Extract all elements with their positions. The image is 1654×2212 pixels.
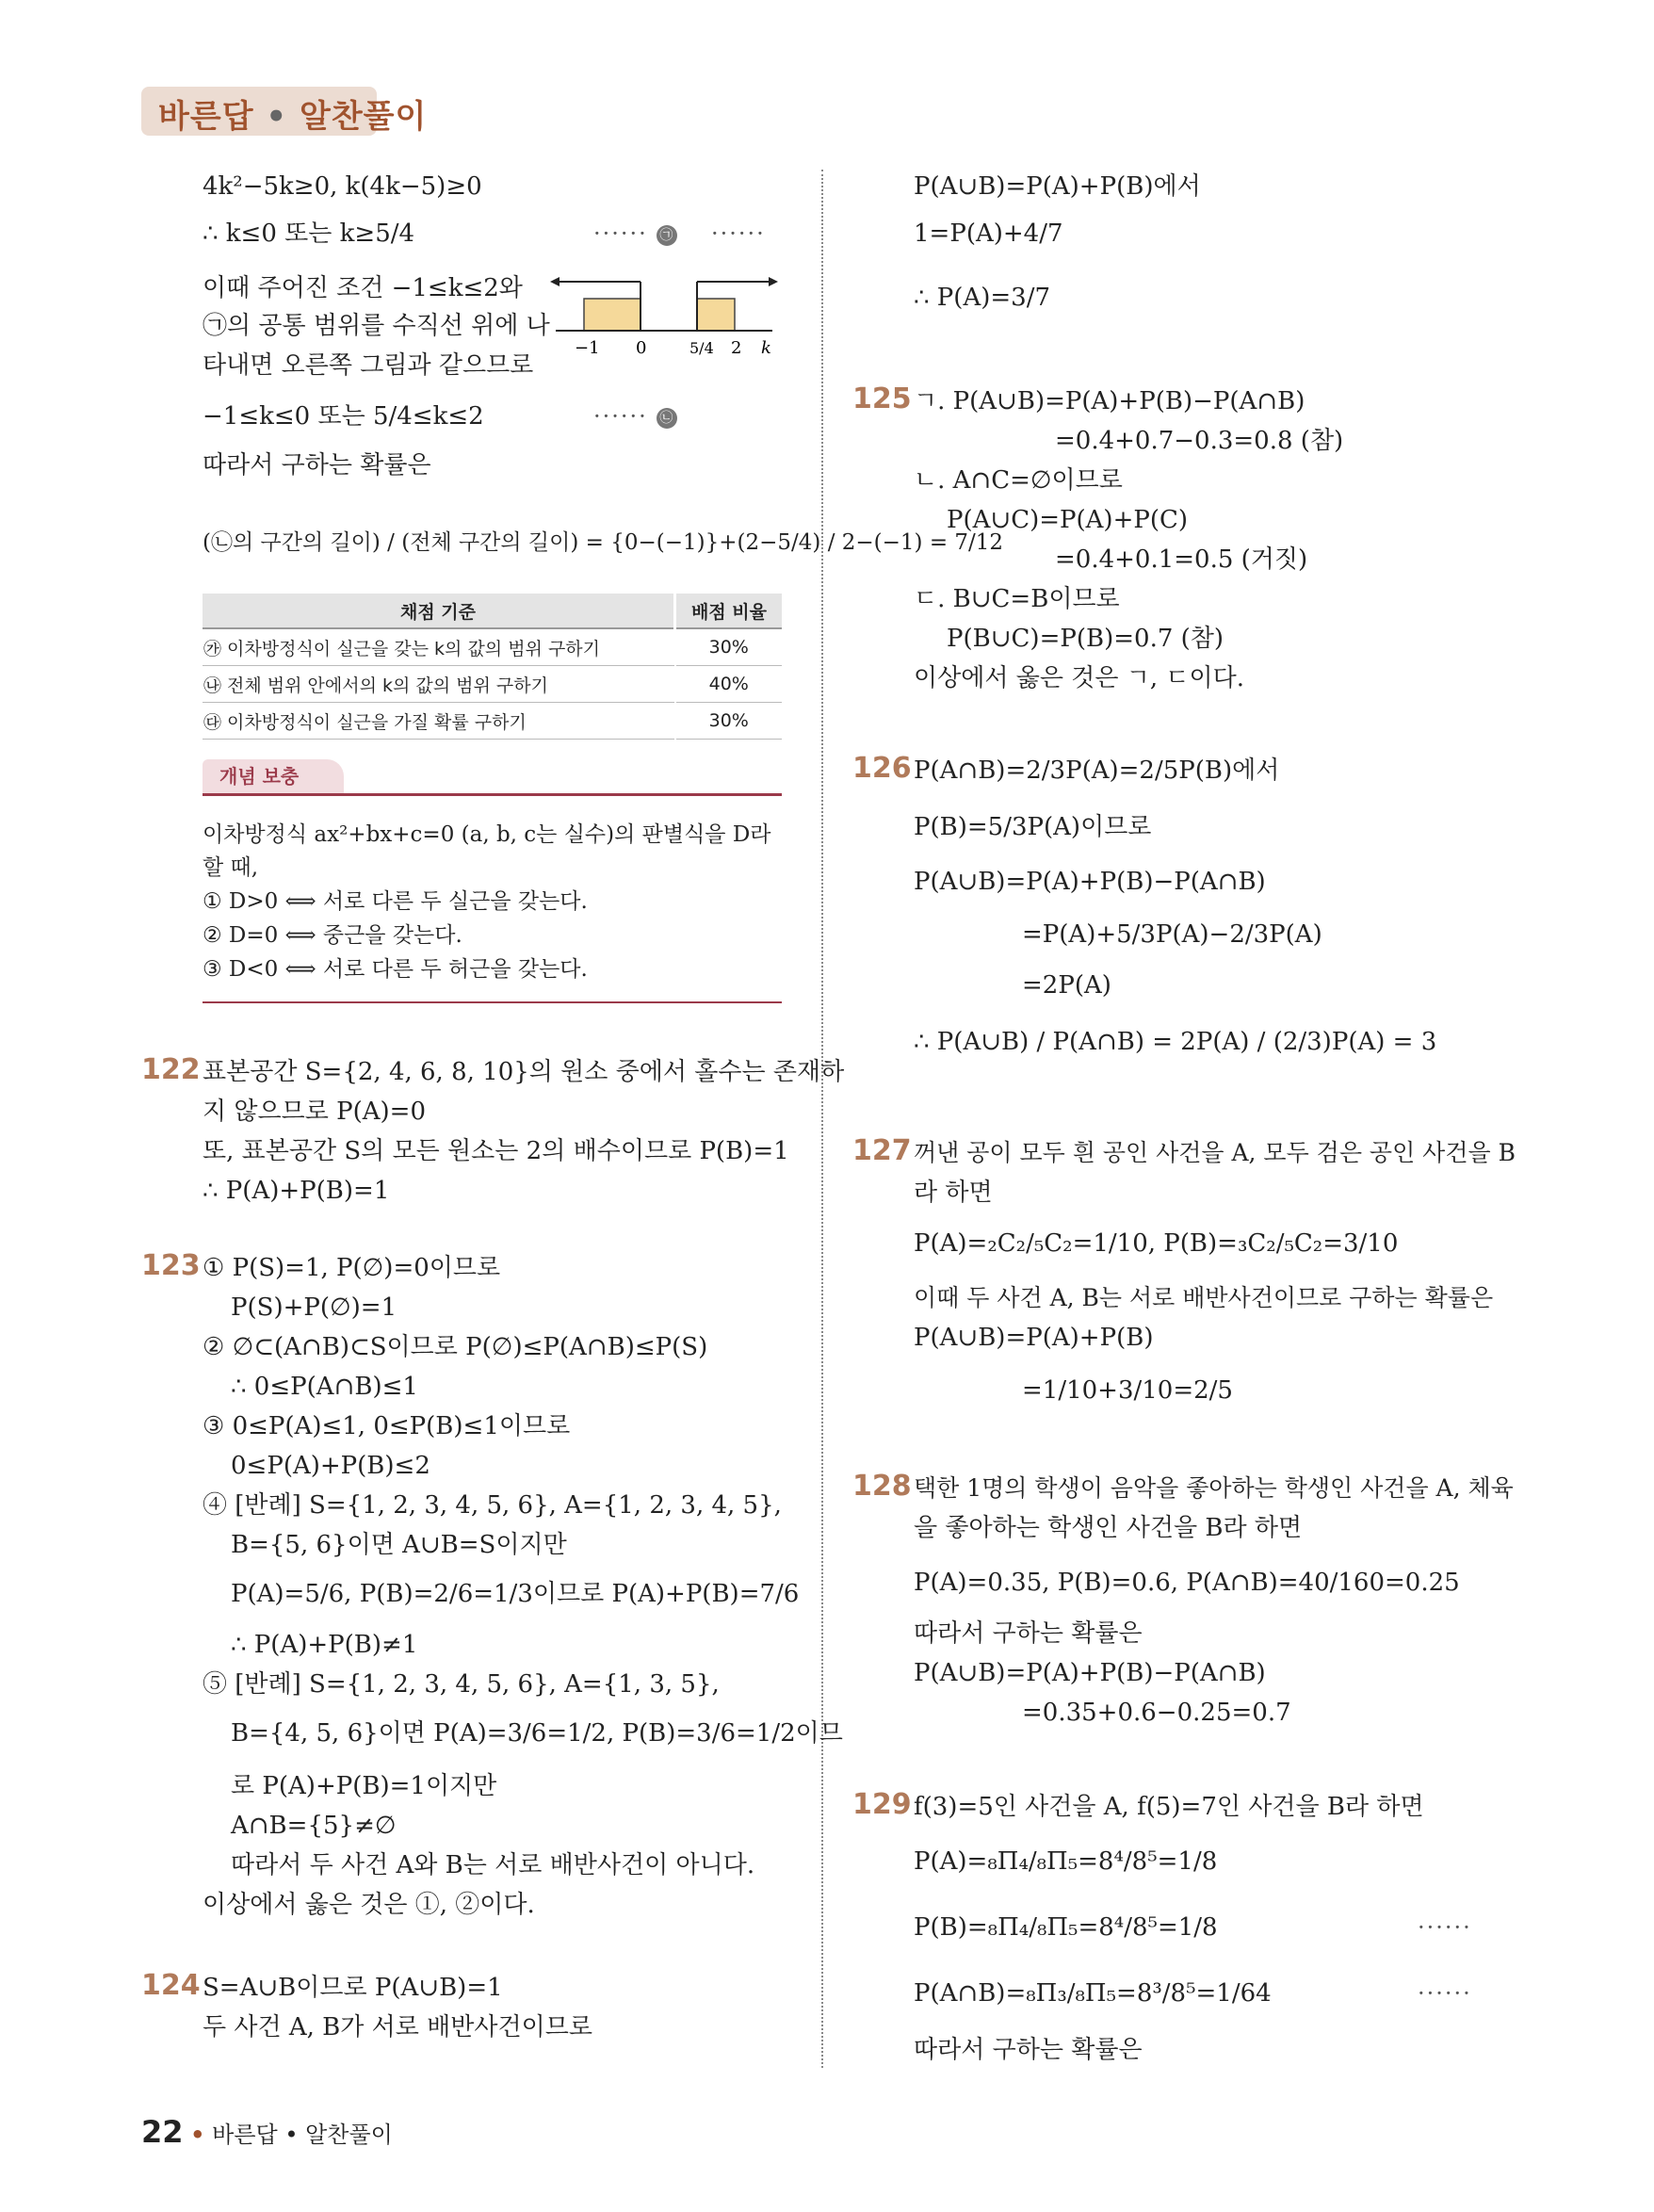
- p125-line-2: =0.4+0.7−0.3=0.8 (참): [1055, 427, 1344, 455]
- p129-line-2: P(A)=₈Π₄/₈Π₅=8⁴/8⁵=1/8: [914, 1847, 1218, 1876]
- p124-line-2: 두 사건 A, B가 서로 배반사건이므로: [203, 2013, 592, 2041]
- header-title-b: 알찬풀이: [299, 98, 428, 136]
- p128-line-6: =0.35+0.6−0.25=0.7: [1022, 1699, 1291, 1727]
- dots-marker: ······ ㉠: [593, 220, 677, 247]
- p123-line-6: 0≤P(A)+P(B)≤2: [231, 1452, 430, 1480]
- p123-line-3: ② ∅⊂(A∩B)⊂S이므로 P(∅)≤P(A∩B)≤P(S): [203, 1333, 708, 1361]
- p125-line-8: 이상에서 옳은 것은 ㄱ, ㄷ이다.: [914, 664, 1244, 692]
- p123-line-2: P(S)+P(∅)=1: [231, 1293, 397, 1322]
- p127-line-1: 꺼낸 공이 모두 흰 공인 사건을 A, 모두 검은 공인 사건을 B: [914, 1139, 1516, 1166]
- p123-line-10: ∴ P(A)+P(B)≠1: [231, 1631, 418, 1659]
- p123-line-16: 이상에서 옳은 것은 ①, ②이다.: [203, 1891, 535, 1919]
- p125-line-3: ㄴ. A∩C=∅이므로: [914, 466, 1123, 495]
- p128-line-1: 택한 1명의 학생이 음악을 좋아하는 학생인 사건을 A, 체육: [914, 1474, 1514, 1502]
- page-footer: [141, 2114, 393, 2150]
- score-criterion: ㉮ 이차방정식이 실근을 갖는 k의 값의 범위 구하기: [203, 628, 675, 666]
- p125-line-6: ㄷ. B∪C=B이므로: [914, 585, 1120, 613]
- concept-line-5: ③ D<0 ⟺ 서로 다른 두 허근을 갖는다.: [203, 957, 588, 982]
- p125-line-4: P(A∪C)=P(A)+P(C): [947, 506, 1189, 534]
- p123-line-8: B={5, 6}이면 A∪B=S이지만: [231, 1531, 567, 1559]
- left-line-2: ∴ k≤0 또는 k≥5/4: [203, 220, 415, 248]
- p129-line-5: 따라서 구하는 확률은: [914, 2036, 1143, 2064]
- dots-marker-2: ······ ㉡: [593, 403, 677, 430]
- table-row: [203, 666, 782, 703]
- nl-label-54: 5/4: [689, 339, 714, 357]
- p128-line-5: P(A∪B)=P(A)+P(B)−P(A∩B): [914, 1659, 1266, 1687]
- dots-score-marker: ······: [711, 220, 766, 247]
- right-top-line-1: P(A∪B)=P(A)+P(B)에서: [914, 172, 1201, 201]
- concept-line-1: 이차방정식 ax²+bx+c=0 (a, b, c는 실수)의 판별식을 D라: [203, 822, 771, 847]
- p122-line-2: 지 않으므로 P(A)=0: [203, 1098, 426, 1126]
- score-criterion: ㉰ 이차방정식이 실근을 가질 확률 구하기: [203, 703, 675, 740]
- p128-line-2: 을 좋아하는 학생인 사건을 B라 하면: [914, 1514, 1303, 1542]
- p125-line-5: =0.4+0.1=0.5 (거짓): [1055, 545, 1308, 574]
- left-line-6: −1≤k≤0 또는 5/4≤k≤2: [203, 402, 484, 431]
- score-ratio: 30%: [675, 703, 783, 740]
- concept-top-rule: [203, 793, 782, 796]
- score-table: [203, 594, 782, 740]
- p126-line-6: ∴ P(A∪B) / P(A∩B) = 2P(A) / (2/3)P(A) = 3: [914, 1028, 1437, 1056]
- problem-number-124: 124: [141, 1969, 201, 2002]
- left-line-8: (㉡의 구간의 길이) / (전체 구간의 길이) = {0−(−1)}+(2−5/4) / 2−(−1) = 7/12: [203, 530, 1004, 555]
- problem-number-126: 126: [852, 752, 912, 785]
- right-top-line-3: ∴ P(A)=3/7: [914, 284, 1050, 312]
- p126-line-4: =P(A)+5/3P(A)−2/3P(A): [1022, 920, 1322, 949]
- p126-line-1: P(A∩B)=2/3P(A)=2/5P(B)에서: [914, 756, 1280, 785]
- p126-line-5: =2P(A): [1022, 971, 1111, 1000]
- table-row: [203, 703, 782, 740]
- problem-number-122: 122: [141, 1053, 201, 1086]
- left-line-7: 따라서 구하는 확률은: [203, 451, 431, 480]
- p123-line-11: ⑤ [반례] S={1, 2, 3, 4, 5, 6}, A={1, 3, 5},: [203, 1670, 720, 1699]
- right-top-line-2: 1=P(A)+4/7: [914, 220, 1063, 248]
- score-ratio: 30%: [675, 628, 783, 666]
- p129-line-4: P(A∩B)=₈Π₃/₈Π₅=8³/8⁵=1/64: [914, 1979, 1272, 2008]
- range-box-left: [584, 299, 641, 331]
- footer-dot: •: [190, 2122, 205, 2148]
- p123-line-12: B={4, 5, 6}이면 P(A)=3/6=1/2, P(B)=3/6=1/2이므: [231, 1719, 843, 1748]
- p122-line-1: 표본공간 S={2, 4, 6, 8, 10}의 원소 중에서 홀수는 존재하: [203, 1058, 845, 1086]
- marker-circle-2: ㉡: [657, 408, 677, 429]
- p123-line-1: ① P(S)=1, P(∅)=0이므로: [203, 1254, 501, 1282]
- score-criterion: ㉯ 전체 범위 안에서의 k의 값의 범위 구하기: [203, 666, 675, 703]
- left-line-5: 타내면 오른쪽 그림과 같으므로: [203, 351, 534, 380]
- p125-line-1: ㄱ. P(A∪B)=P(A)+P(B)−P(A∩B): [914, 387, 1305, 415]
- range-box-right: [697, 299, 735, 331]
- p122-line-4: ∴ P(A)+P(B)=1: [203, 1177, 390, 1205]
- p123-line-14: A∩B={5}≠∅: [231, 1812, 397, 1840]
- dots-score-marker-2: ······: [1418, 1914, 1472, 1941]
- p123-line-4: ∴ 0≤P(A∩B)≤1: [231, 1373, 418, 1401]
- p124-line-1: S=A∪B이므로 P(A∪B)=1: [203, 1974, 503, 2002]
- left-line-1: 4k²−5k≥0, k(4k−5)≥0: [203, 172, 482, 201]
- dots-score-marker-3: ······: [1418, 1980, 1472, 2007]
- score-header-ratio: 배점 비율: [675, 594, 783, 628]
- p127-line-6: =1/10+3/10=2/5: [1022, 1376, 1233, 1405]
- marker-circle-1: ㉠: [657, 225, 677, 246]
- table-row: [203, 628, 782, 666]
- p127-line-5: P(A∪B)=P(A)+P(B): [914, 1324, 1154, 1352]
- nl-label-2: 2: [731, 338, 742, 358]
- p127-line-3: P(A)=₂C₂/₅C₂=1/10, P(B)=₃C₂/₅C₂=3/10: [914, 1229, 1399, 1258]
- p122-line-3: 또, 표본공간 S의 모든 원소는 2의 배수이므로 P(B)=1: [203, 1137, 789, 1165]
- concept-line-3: ① D>0 ⟺ 서로 다른 두 실근을 갖는다.: [203, 889, 588, 914]
- nl-label-0: 0: [636, 338, 647, 358]
- p123-line-5: ③ 0≤P(A)≤1, 0≤P(B)≤1이므로: [203, 1412, 571, 1440]
- p123-line-9: P(A)=5/6, P(B)=2/6=1/3이므로 P(A)+P(B)=7/6: [231, 1580, 800, 1608]
- p125-line-7: P(B∪C)=P(B)=0.7 (참): [947, 625, 1224, 653]
- header-title: [158, 90, 427, 137]
- column-divider: [821, 170, 823, 2068]
- left-line-4: ㉠의 공통 범위를 수직선 위에 나: [203, 312, 550, 340]
- nl-label-k: k: [761, 338, 771, 358]
- left-line-3: 이때 주어진 조건 −1≤k≤2와: [203, 274, 523, 302]
- problem-number-129: 129: [852, 1788, 912, 1821]
- p127-line-2: 라 하면: [914, 1179, 993, 1207]
- p129-line-3: P(B)=₈Π₄/₈Π₅=8⁴/8⁵=1/8: [914, 1913, 1218, 1942]
- number-line-figure: [546, 268, 782, 372]
- concept-line-2: 할 때,: [203, 855, 259, 880]
- header-title-dot: •: [266, 98, 288, 136]
- concept-bottom-rule: [203, 1001, 782, 1003]
- score-header-criterion: 채점 기준: [203, 594, 675, 628]
- p126-line-2: P(B)=5/3P(A)이므로: [914, 813, 1152, 841]
- concept-line-4: ② D=0 ⟺ 중근을 갖는다.: [203, 923, 462, 948]
- nl-label-m1: −1: [575, 338, 600, 358]
- concept-tab: 개념 보충: [203, 759, 344, 793]
- footer-text: 바른답 • 알찬풀이: [212, 2122, 393, 2148]
- header-title-a: 바른답: [158, 98, 254, 136]
- p123-line-7: ④ [반례] S={1, 2, 3, 4, 5, 6}, A={1, 2, 3, 4, 5},: [203, 1491, 782, 1520]
- page-number: 22: [141, 2114, 184, 2150]
- p129-line-1: f(3)=5인 사건을 A, f(5)=7인 사건을 B라 하면: [914, 1793, 1424, 1821]
- problem-number-128: 128: [852, 1470, 912, 1503]
- problem-number-125: 125: [852, 382, 912, 415]
- problem-number-127: 127: [852, 1134, 912, 1167]
- problem-number-123: 123: [141, 1249, 201, 1282]
- p123-line-13: 로 P(A)+P(B)=1이지만: [231, 1772, 497, 1800]
- p123-line-15: 따라서 두 사건 A와 B는 서로 배반사건이 아니다.: [231, 1851, 755, 1879]
- p128-line-4: 따라서 구하는 확률은: [914, 1619, 1143, 1648]
- p128-line-3: P(A)=0.35, P(B)=0.6, P(A∩B)=40/160=0.25: [914, 1569, 1460, 1597]
- score-ratio: 40%: [675, 666, 783, 703]
- p126-line-3: P(A∪B)=P(A)+P(B)−P(A∩B): [914, 868, 1266, 896]
- p127-line-4: 이때 두 사건 A, B는 서로 배반사건이므로 구하는 확률은: [914, 1284, 1494, 1311]
